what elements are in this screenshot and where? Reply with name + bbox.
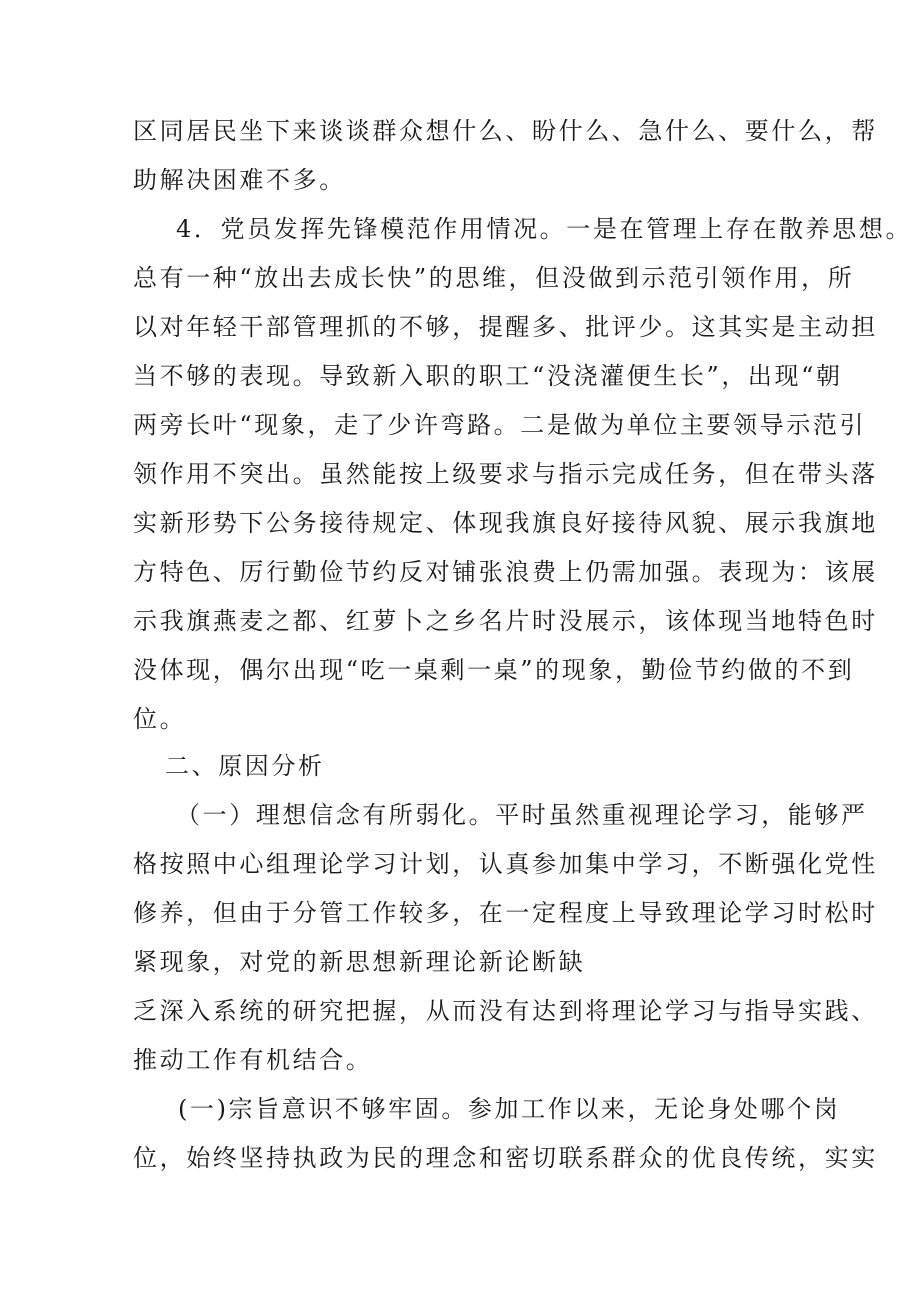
- text-line: 乏深入系统的研究把握，从而没有达到将理论学习与指导实践、: [133, 997, 878, 1025]
- text-line: 格按照中心组理论学习计划，认真参加集中学习，不断强化党性: [133, 850, 878, 878]
- section-heading: 二、原因分析: [165, 752, 325, 780]
- text-line: 领作用不突出。虽然能按上级要求与指示完成任务，但在带头落: [133, 460, 878, 488]
- text-line: 实新形势下公务接待规定、体现我旗良好接待风貌、展示我旗地: [133, 509, 878, 537]
- text-line: 助解决困难不多。: [133, 166, 346, 194]
- subsection-heading: （一）理想信念有所弱化。平时虽然重视理论学习，能够严: [176, 801, 868, 829]
- text-line: 紧现象，对党的新思想新理论新论断缺: [133, 948, 586, 976]
- text-line: 方特色、厉行勤俭节约反对铺张浪费上仍需加强。表现为：该展: [133, 558, 878, 586]
- subsection-heading: (一)宗旨意识不够牢固。参加工作以来，无论身处哪个岗: [178, 1095, 841, 1123]
- text-line: 没体现，偶尔出现“吃一桌剩一桌”的现象，勤俭节约做的不到: [133, 656, 855, 684]
- text-line: 以对年轻干部管理抓的不够，提醒多、批评少。这其实是主动担: [133, 313, 878, 341]
- text-line: 推动工作有机结合。: [133, 1046, 373, 1074]
- text-line: 两旁长叶“现象，走了少许弯路。二是做为单位主要领导示范引: [133, 411, 867, 439]
- text-line: 总有一种“放出去成长快”的思维，但没做到示范引领作用，所: [133, 264, 855, 292]
- text-line: 位。: [133, 705, 187, 733]
- text-line: 区同居民坐下来谈谈群众想什么、盼什么、急什么、要什么，帮: [133, 117, 878, 145]
- section-item-4: 4．党员发挥先锋模范作用情况。一是在管理上存在散养思想。: [176, 215, 913, 243]
- text-line: 当不够的表现。导致新入职的职工“没浇灌便生长”，出现“朝: [133, 362, 843, 390]
- text-line: 示我旗燕麦之都、红萝卜之乡名片时没展示，该体现当地特色时: [133, 607, 878, 635]
- text-line: 修养，但由于分管工作较多，在一定程度上导致理论学习时松时: [133, 899, 878, 927]
- text-line: 位，始终坚持执政为民的理念和密切联系群众的优良传统，实实: [133, 1144, 878, 1172]
